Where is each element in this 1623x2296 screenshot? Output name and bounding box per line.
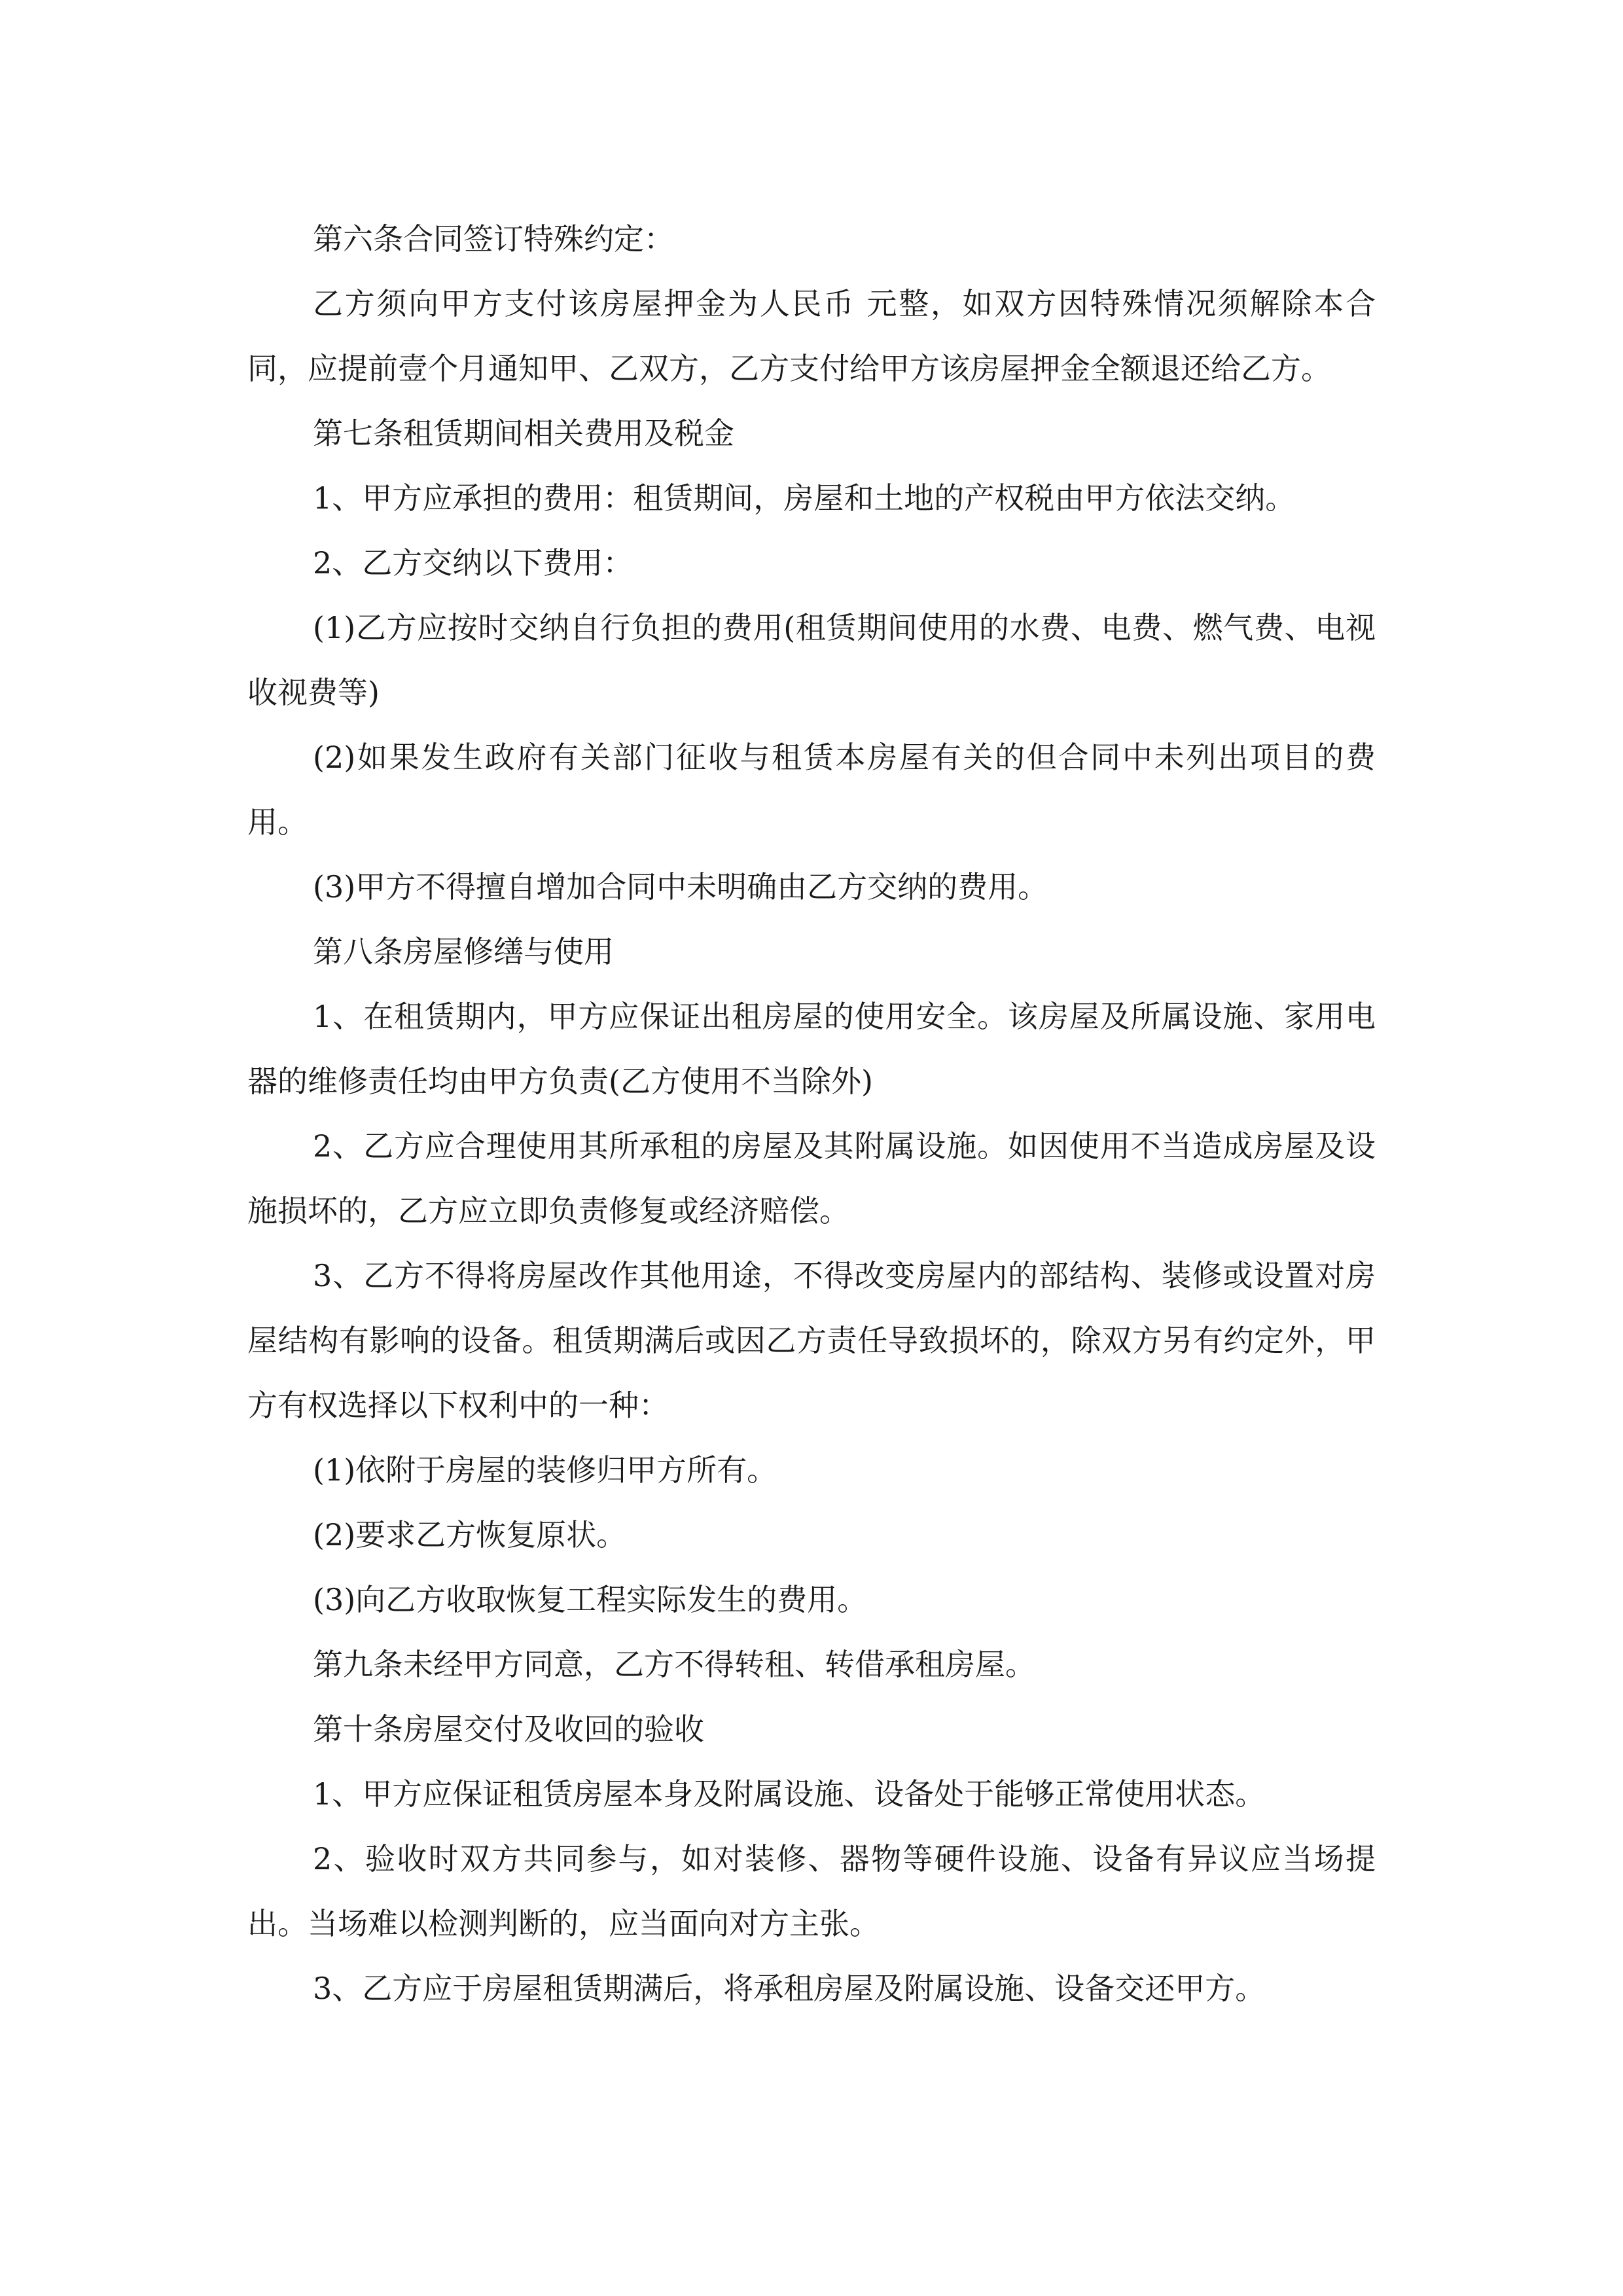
article-7-subitem-1: (1)乙方应按时交纳自行负担的费用(租赁期间使用的水费、电费、燃气费、电视收视费等) — [247, 610, 1376, 710]
article-7-subitem-2: (2)如果发生政府有关部门征收与租赁本房屋有关的但合同中未列出项目的费用。 — [247, 740, 1376, 840]
article-10-item-1: 1、甲方应保证租赁房屋本身及附属设施、设备处于能够正常使用状态。 — [313, 1776, 1266, 1812]
article-6-heading: 第六条合同签订特殊约定： — [313, 221, 674, 257]
article-10-item-3: 3、乙方应于房屋租赁期满后，将承租房屋及附属设施、设备交还甲方。 — [313, 1971, 1266, 2006]
article-8-item-3: 3、乙方不得将房屋改作其他用途，不得改变房屋内的部结构、装修或设置对房屋结构有影响的设备。租赁期满后或因乙方责任导致损坏的，除双方另有约定外，甲方有权选择以下权利中的一种： — [247, 1258, 1376, 1423]
article-9: 第九条未经甲方同意，乙方不得转租、转借承租房屋。 — [313, 1647, 1035, 1682]
article-8-item-2: 2、乙方应合理使用其所承租的房屋及其附属设施。如因使用不当造成房屋及设施损坏的，乙方应立即负责修复或经济赔偿。 — [247, 1128, 1376, 1229]
article-10-heading: 第十条房屋交付及收回的验收 — [313, 1712, 704, 1747]
article-10-item-2: 2、验收时双方共同参与，如对装修、器物等硬件设施、设备有异议应当场提出。当场难以检测判断的，应当面向对方主张。 — [247, 1841, 1376, 1941]
document-body — [247, 207, 1376, 2021]
article-8-item-1: 1、在租赁期内，甲方应保证出租房屋的使用安全。该房屋及所属设施、家用电器的维修责任均由甲方负责(乙方使用不当除外) — [247, 999, 1376, 1099]
article-8-subitem-1: (1)依附于房屋的装修归甲方所有。 — [313, 1452, 777, 1488]
article-7-item-2: 2、乙方交纳以下费用： — [313, 545, 633, 581]
article-8-subitem-2: (2)要求乙方恢复原状。 — [313, 1517, 627, 1552]
article-8-subitem-3: (3)向乙方收取恢复工程实际发生的费用。 — [313, 1582, 868, 1617]
article-7-item-1: 1、甲方应承担的费用：租赁期间，房屋和土地的产权税由甲方依法交纳。 — [313, 480, 1296, 516]
article-8-heading: 第八条房屋修缮与使用 — [313, 934, 614, 969]
article-7-heading: 第七条租赁期间相关费用及税金 — [313, 416, 734, 451]
article-6-deposit-clause: 乙方须向甲方支付该房屋押金为人民币 元整，如双方因特殊情况须解除本合同，应提前壹个月通知甲、乙双方，乙方支付给甲方该房屋押金全额退还给乙方。 — [247, 286, 1376, 386]
article-7-subitem-3: (3)甲方不得擅自增加合同中未明确由乙方交纳的费用。 — [313, 869, 1048, 905]
